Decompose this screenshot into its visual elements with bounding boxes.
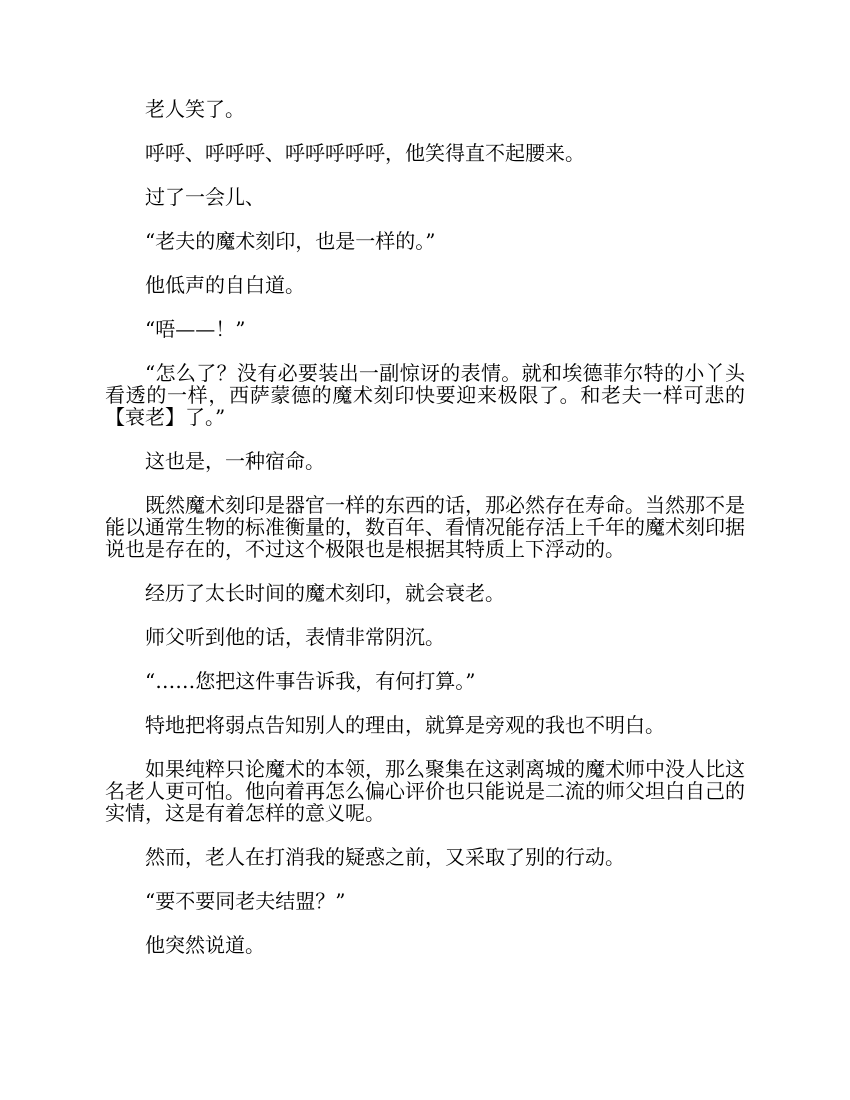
- paragraph: 经历了太长时间的魔术刻印，就会衰老。: [145, 581, 505, 605]
- paragraph: 特地把将弱点告知别人的理由，就算是旁观的我也不明白。: [145, 713, 665, 737]
- paragraph: 这也是，一种宿命。: [145, 449, 325, 473]
- paragraph: “唔——！”: [145, 317, 246, 341]
- paragraph: 如果纯粹只论魔术的本领，那么聚集在这剥离城的魔术师中没人比这名老人更可怕。他向着再怎么偏心评价也只能说是二流的师父坦白自己的实情，这是有着怎样的意义呢。: [105, 757, 745, 825]
- paragraph: 过了一会儿、: [145, 185, 265, 209]
- paragraph: 他突然说道。: [145, 933, 265, 957]
- paragraph: 师父听到他的话，表情非常阴沉。: [145, 625, 445, 649]
- paragraph: “怎么了？没有必要装出一副惊讶的表情。就和埃德菲尔特的小丫头看透的一样，西萨蒙德的魔术刻印快要迎来极限了。和老夫一样可悲的【衰老】了。”: [105, 361, 745, 429]
- paragraph: 他低声的自白道。: [145, 273, 305, 297]
- paragraph: 呼呼、呼呼呼、呼呼呼呼呼，他笑得直不起腰来。: [145, 141, 585, 165]
- document-page: [105, 98, 745, 978]
- paragraph: 然而，老人在打消我的疑惑之前，又采取了别的行动。: [145, 845, 625, 869]
- paragraph: 老人笑了。: [145, 97, 245, 121]
- paragraph: “老夫的魔术刻印，也是一样的。”: [145, 229, 436, 253]
- paragraph: 既然魔术刻印是器官一样的东西的话，那必然存在寿命。当然那不是能以通常生物的标准衡量的，数百年、看情况能存活上千年的魔术刻印据说也是存在的，不过这个极限也是根据其特质上下浮动的。: [105, 493, 745, 561]
- paragraph: “……您把这件事告诉我，有何打算。”: [145, 669, 476, 693]
- paragraph: “要不要同老夫结盟？”: [145, 889, 346, 913]
